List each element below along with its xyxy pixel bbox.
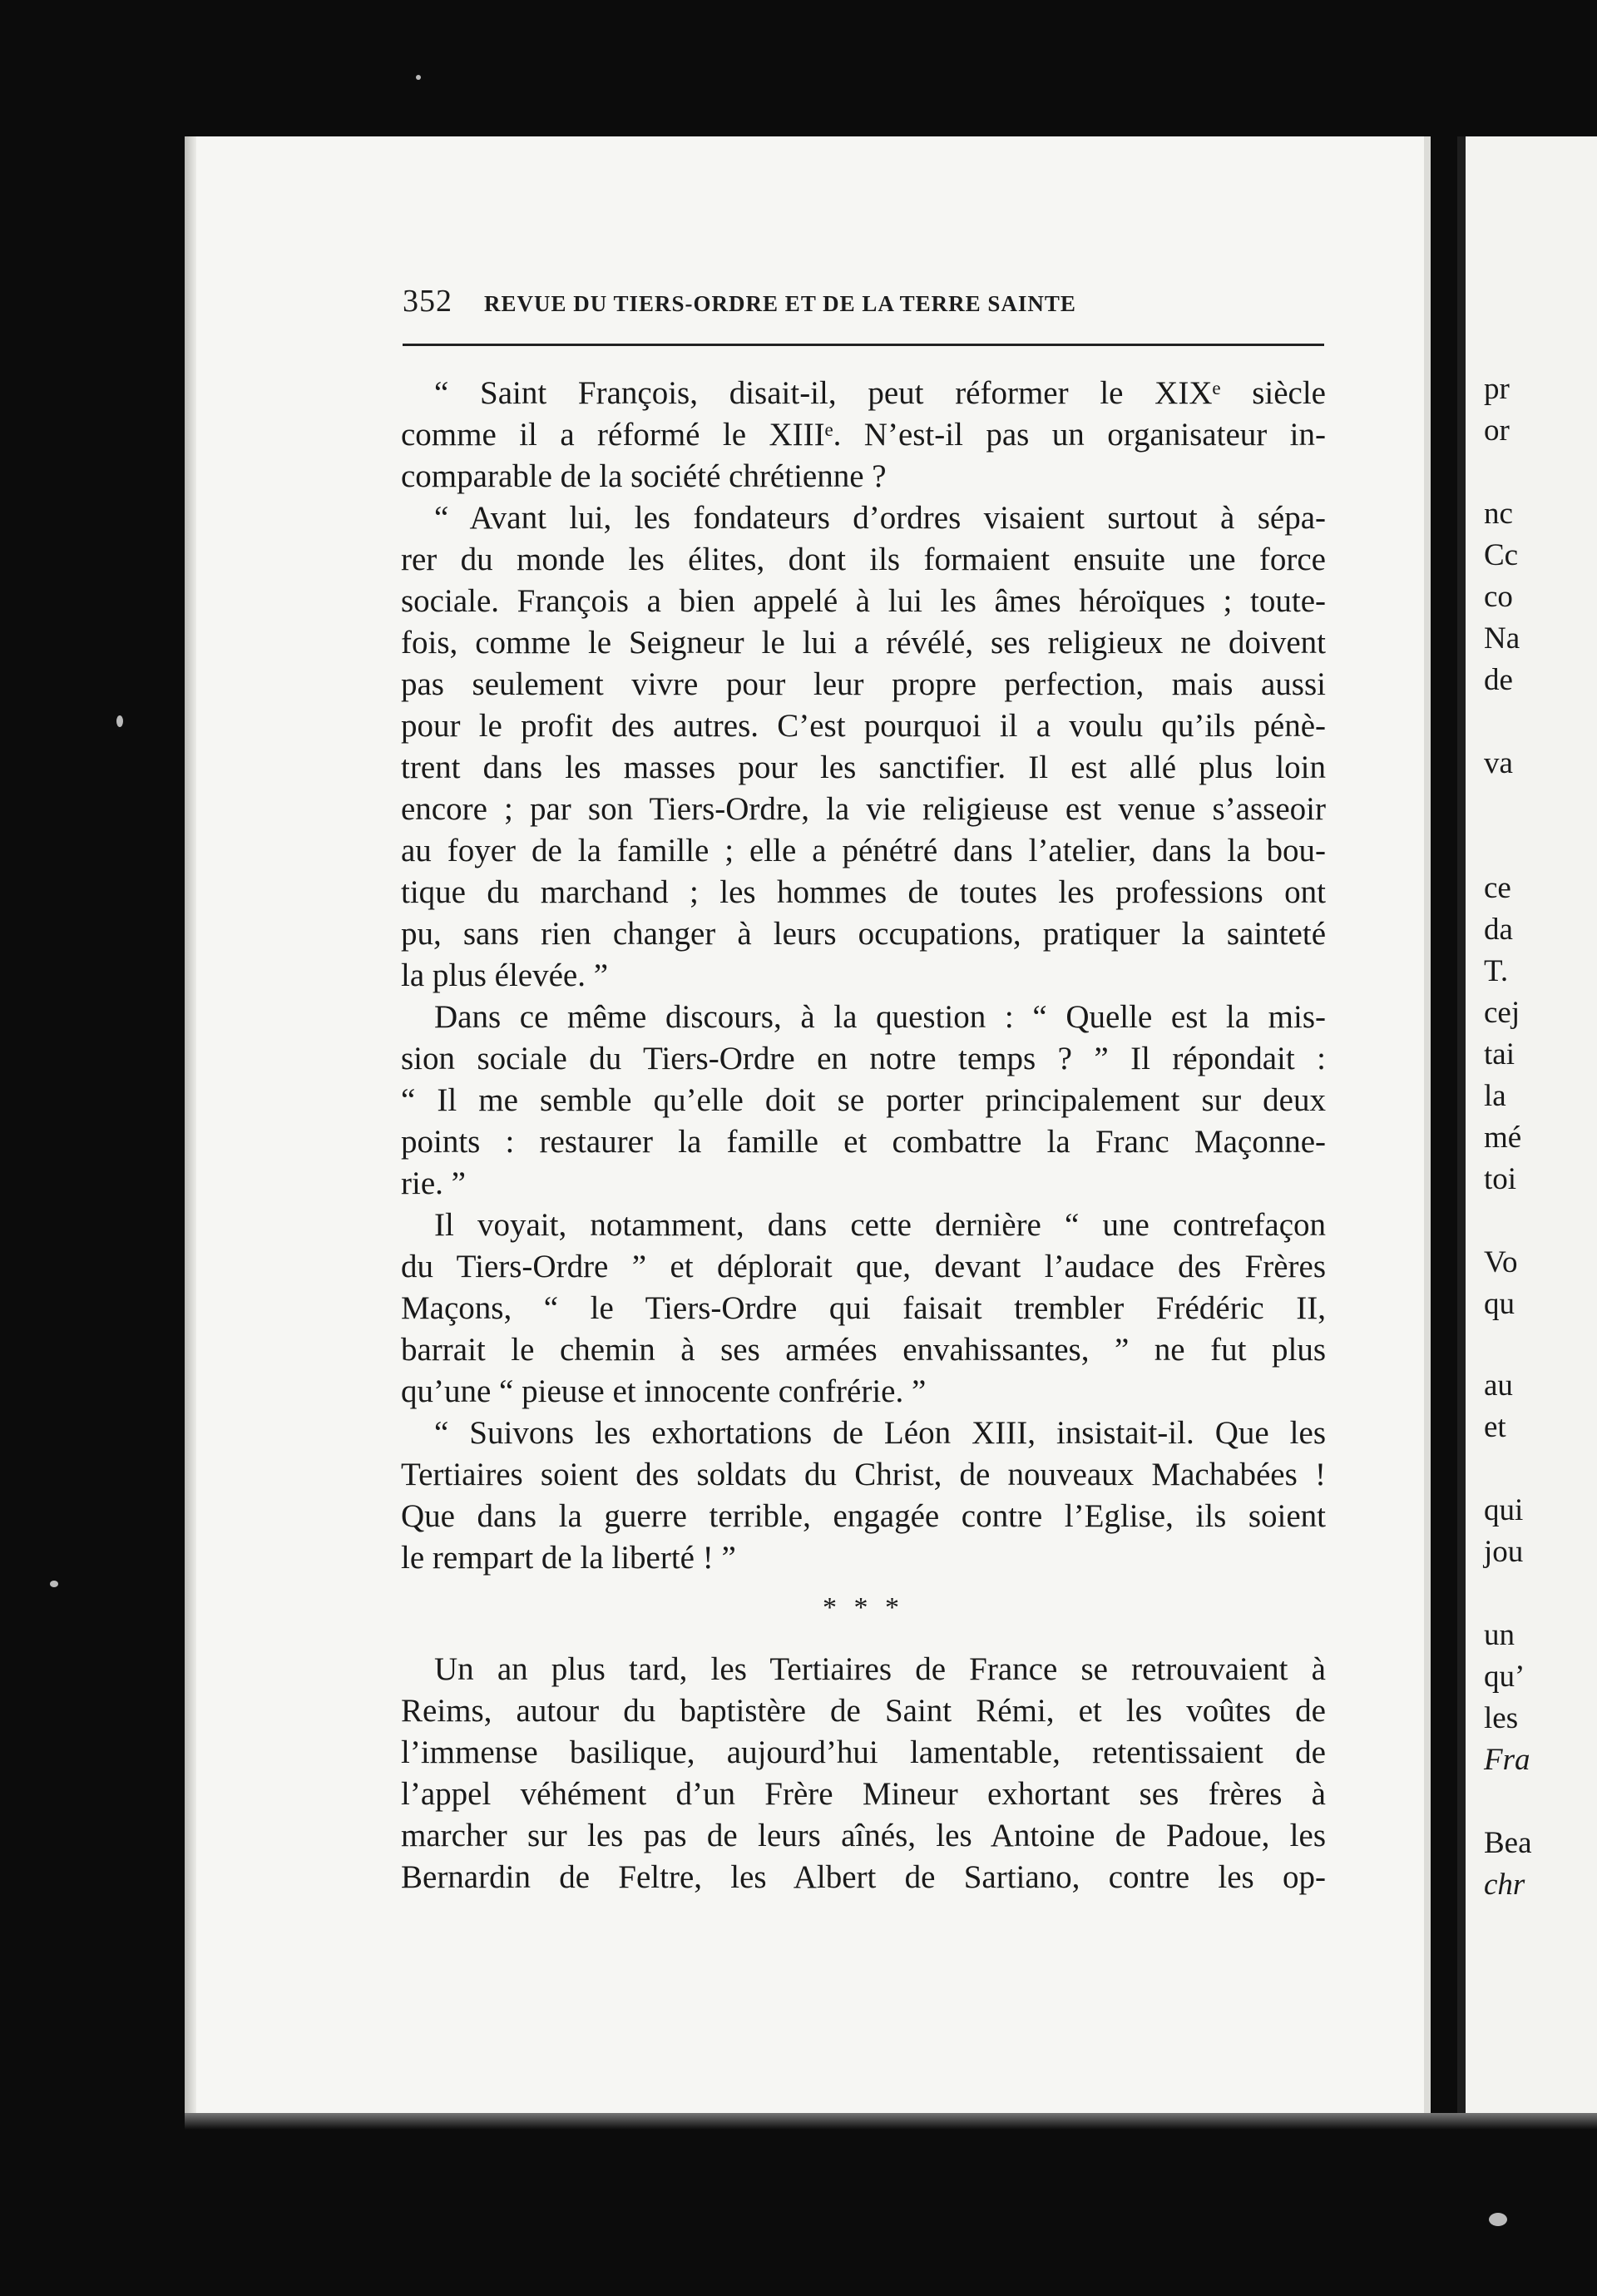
facing-page — [1457, 136, 1597, 2123]
facing-fragment: jou — [1484, 1535, 1524, 1569]
text-line: Il voyait, notamment, dans cette dernière “ une contrefaçon — [434, 1207, 1326, 1243]
paragraph — [401, 1649, 1326, 1898]
facing-fragment: cej — [1484, 996, 1520, 1030]
section-ornament: * * * — [823, 1592, 904, 1623]
paragraph — [401, 997, 1326, 1205]
facing-fragment: qu — [1484, 1287, 1515, 1321]
facing-fragment: de — [1484, 663, 1513, 697]
text-line: sociale. François a bien appelé à lui les âmes héroïques ; toute- — [401, 583, 1326, 619]
running-title: REVUE DU TIERS-ORDRE ET DE LA TERRE SAINTE — [484, 291, 1076, 316]
facing-fragment: Fra — [1484, 1743, 1530, 1777]
facing-fragment: ce — [1484, 871, 1511, 905]
facing-fragment: un — [1484, 1618, 1515, 1652]
dust-speck — [50, 1581, 58, 1587]
text-line: la plus élevée. ” — [401, 957, 609, 993]
facing-fragment: co — [1484, 580, 1513, 614]
facing-fragment: toi — [1484, 1162, 1517, 1196]
facing-fragment: mé — [1484, 1121, 1522, 1155]
header-rule — [403, 344, 1324, 346]
page-bottom-shadow — [185, 2113, 1597, 2130]
text-line: encore ; par son Tiers-Ordre, la vie religieuse est venue s’asseoir — [401, 791, 1326, 827]
text-line: comparable de la société chrétienne ? — [401, 458, 887, 494]
text-line: barrait le chemin à ses armées envahissantes, ” ne fut plus — [401, 1332, 1326, 1368]
facing-fragment: or — [1484, 413, 1510, 448]
facing-fragment: Bea — [1484, 1826, 1532, 1860]
paragraph — [401, 1205, 1326, 1413]
page-header — [403, 283, 1326, 319]
text-line: au foyer de la famille ; elle a pénétré dans l’atelier, dans la bou- — [401, 833, 1326, 868]
facing-fragment: et — [1484, 1410, 1506, 1444]
text-line: fois, comme le Seigneur le lui a révélé, ses religieux ne doivent — [401, 625, 1326, 661]
facing-fragment: chr — [1484, 1868, 1525, 1902]
text-line: Maçons, “ le Tiers-Ordre qui faisait trembler Frédéric II, — [401, 1290, 1326, 1326]
text-line: Que dans la guerre terrible, engagée contre l’Eglise, ils soient — [401, 1498, 1326, 1534]
text-line: “ Avant lui, les fondateurs d’ordres visaient surtout à sépa- — [434, 500, 1326, 536]
page-edge — [185, 136, 196, 2123]
facing-fragment: qu’ — [1484, 1660, 1525, 1694]
facing-fragment: va — [1484, 746, 1513, 780]
facing-fragment: nc — [1484, 497, 1513, 531]
facing-fragment: la — [1484, 1079, 1506, 1113]
text-line: “ Saint François, disait-il, peut réformer le XIXᵉ siècle — [434, 375, 1326, 411]
facing-fragment: Vo — [1484, 1245, 1518, 1279]
text-line: trent dans les masses pour les sanctifier. Il est allé plus loin — [401, 750, 1326, 785]
page-number: 352 — [403, 284, 452, 319]
text-line: rer du monde les élites, dont ils formaient ensuite une force — [401, 542, 1326, 577]
dust-speck — [116, 715, 123, 727]
facing-fragment: les — [1484, 1701, 1519, 1735]
dust-speck — [416, 75, 421, 80]
paragraph — [401, 1413, 1326, 1579]
text-line: pas seulement vivre pour leur propre perfection, mais aussi — [401, 666, 1326, 702]
facing-fragment: pr — [1484, 372, 1510, 406]
facing-fragment: Cc — [1484, 538, 1519, 572]
text-line: l’appel véhément d’un Frère Mineur exhortant ses frères à — [401, 1776, 1326, 1812]
text-line: Reims, autour du baptistère de Saint Rémi, et les voûtes de — [401, 1693, 1326, 1729]
facing-fragment: Na — [1484, 621, 1520, 656]
text-line: marcher sur les pas de leurs aînés, les Antoine de Padoue, les — [401, 1818, 1326, 1853]
facing-fragment: qui — [1484, 1493, 1524, 1527]
text-line: points : restaurer la famille et combattre la Franc Maçonne- — [401, 1124, 1326, 1160]
text-line: rie. ” — [401, 1165, 466, 1201]
text-line: Tertiaires soient des soldats du Christ, de nouveaux Machabées ! — [401, 1457, 1326, 1492]
facing-fragment: tai — [1484, 1037, 1515, 1071]
text-line: comme il a réformé le XIIIᵉ. N’est-il pas un organisateur in- — [401, 417, 1326, 453]
paragraph — [401, 497, 1326, 997]
text-line: Un an plus tard, les Tertiaires de France se retrouvaient à — [434, 1651, 1326, 1687]
body-text — [401, 373, 1326, 1898]
facing-fragment: da — [1484, 913, 1513, 947]
text-line: Dans ce même discours, à la question : “ Quelle est la mis- — [434, 999, 1326, 1035]
text-line: “ Il me semble qu’elle doit se porter principalement sur deux — [401, 1082, 1326, 1118]
text-line: l’immense basilique, aujourd’hui lamentable, retentissaient de — [401, 1734, 1326, 1770]
text-line: pu, sans rien changer à leurs occupations, pratiquer la sainteté — [401, 916, 1326, 952]
text-line: le rempart de la liberté ! ” — [401, 1540, 736, 1576]
facing-fragment: au — [1484, 1368, 1513, 1403]
facing-fragment: T. — [1484, 954, 1509, 988]
text-line: du Tiers-Ordre ” et déplorait que, devant l’audace des Frères — [401, 1249, 1326, 1284]
text-line: sion sociale du Tiers-Ordre en notre temps ? ” Il répondait : — [401, 1041, 1326, 1076]
text-line: tique du marchand ; les hommes de toutes les professions ont — [401, 874, 1326, 910]
dust-speck — [1489, 2213, 1507, 2226]
text-line: qu’une “ pieuse et innocente confrérie. ” — [401, 1373, 927, 1409]
text-line: pour le profit des autres. C’est pourquoi il a voulu qu’ils pénè- — [401, 708, 1326, 744]
paragraph — [401, 373, 1326, 497]
text-line: “ Suivons les exhortations de Léon XIII, insistait-il. Que les — [434, 1415, 1326, 1451]
text-line: Bernardin de Feltre, les Albert de Sartiano, contre les op- — [401, 1859, 1326, 1895]
